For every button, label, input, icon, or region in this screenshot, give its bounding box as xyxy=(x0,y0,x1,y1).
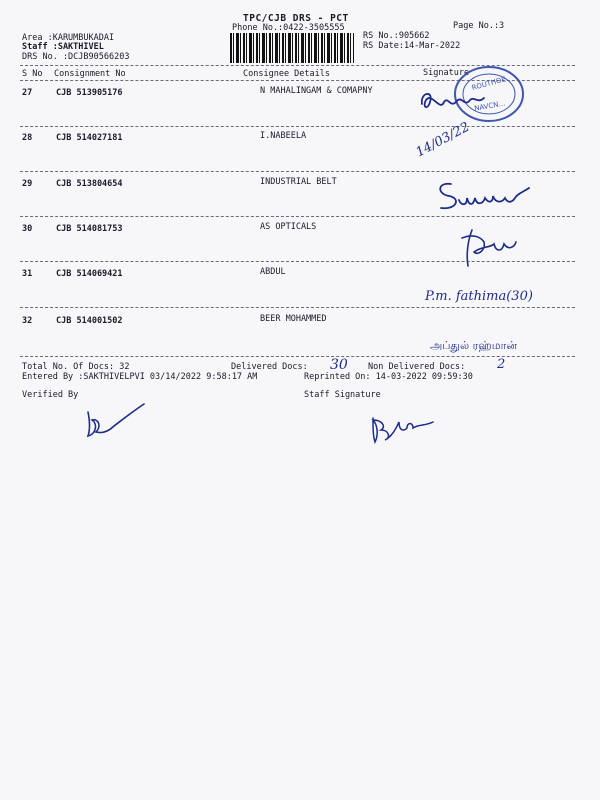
svg-text:NAVCN...: NAVCN... xyxy=(473,99,506,113)
delivered-docs-label: Delivered Docs: xyxy=(231,362,308,372)
delivered-count-handwritten: 30 xyxy=(330,357,348,373)
verified-by-label: Verified By xyxy=(22,390,79,400)
row-sno: 29 xyxy=(22,179,33,189)
rs-number: RS No.:905662 xyxy=(363,31,430,41)
row-consignee: AS OPTICALS xyxy=(260,222,317,232)
column-header-sno: S No xyxy=(22,69,43,79)
row-consignee: BEER MOHAMMED xyxy=(260,314,327,324)
non-delivered-docs-label: Non Delivered Docs: xyxy=(368,362,466,372)
row-divider xyxy=(20,216,575,217)
entered-by: Entered By :SAKTHIVELPVI 03/14/2022 9:58:17 AM xyxy=(22,372,258,382)
row-divider xyxy=(20,126,575,127)
row-sno: 30 xyxy=(22,224,33,234)
rs-date: RS Date:14-Mar-2022 xyxy=(363,41,461,51)
column-header-signature: Signature xyxy=(423,68,470,78)
row-consignment: CJB 514027181 xyxy=(56,133,123,143)
handwritten-name: P.m. fathima(30) xyxy=(425,289,533,304)
column-header-consignee: Consignee Details xyxy=(243,69,330,79)
non-delivered-count-handwritten: 2 xyxy=(497,357,506,372)
document-title: TPC/CJB DRS - PCT xyxy=(243,13,349,24)
area-field: Area :KARUMBUKADAI xyxy=(22,33,115,43)
page-number: Page No.:3 xyxy=(453,21,505,31)
phone-number: Phone No.:0422-3505555 xyxy=(232,23,345,33)
signature-row-27 xyxy=(418,82,498,116)
row-sno: 32 xyxy=(22,316,33,326)
handwritten-date: 14/03/22 xyxy=(413,119,473,161)
drs-number: DRS No. :DCJB90566203 xyxy=(22,52,130,62)
row-consignee: ABDUL xyxy=(260,267,286,277)
row-consignee: INDUSTRIAL BELT xyxy=(260,177,337,187)
row-consignee: I.NABEELA xyxy=(260,131,307,141)
staff-signature xyxy=(367,412,441,446)
total-docs: Total No. Of Docs: 32 xyxy=(22,362,130,372)
row-consignment: CJB 514069421 xyxy=(56,269,123,279)
row-divider xyxy=(20,307,575,308)
column-header-consignment: Consignment No xyxy=(54,69,126,79)
row-sno: 27 xyxy=(22,88,33,98)
row-consignment: CJB 514001502 xyxy=(56,316,123,326)
signature-row-30 xyxy=(458,226,518,272)
verified-by-signature xyxy=(84,402,148,442)
barcode xyxy=(230,33,354,63)
row-divider xyxy=(20,171,575,172)
row-consignment: CJB 513804654 xyxy=(56,179,123,189)
staff-field: Staff :SAKTHIVEL xyxy=(22,42,104,52)
signature-row-29 xyxy=(433,176,533,214)
reprinted-on: Reprinted On: 14-03-2022 09:59:30 xyxy=(304,372,473,382)
row-consignment: CJB 514081753 xyxy=(56,224,123,234)
svg-text:ROUTHOE: ROUTHOE xyxy=(470,75,507,93)
row-consignee: N MAHALINGAM & COMAPNY xyxy=(260,86,373,96)
row-sno: 31 xyxy=(22,269,33,279)
row-consignment: CJB 513905176 xyxy=(56,88,123,98)
row-divider xyxy=(20,356,575,357)
row-sno: 28 xyxy=(22,133,33,143)
staff-signature-label: Staff Signature xyxy=(304,390,381,400)
handwritten-tamil-name: அப்துல் ரஹ்மான் xyxy=(430,339,518,352)
